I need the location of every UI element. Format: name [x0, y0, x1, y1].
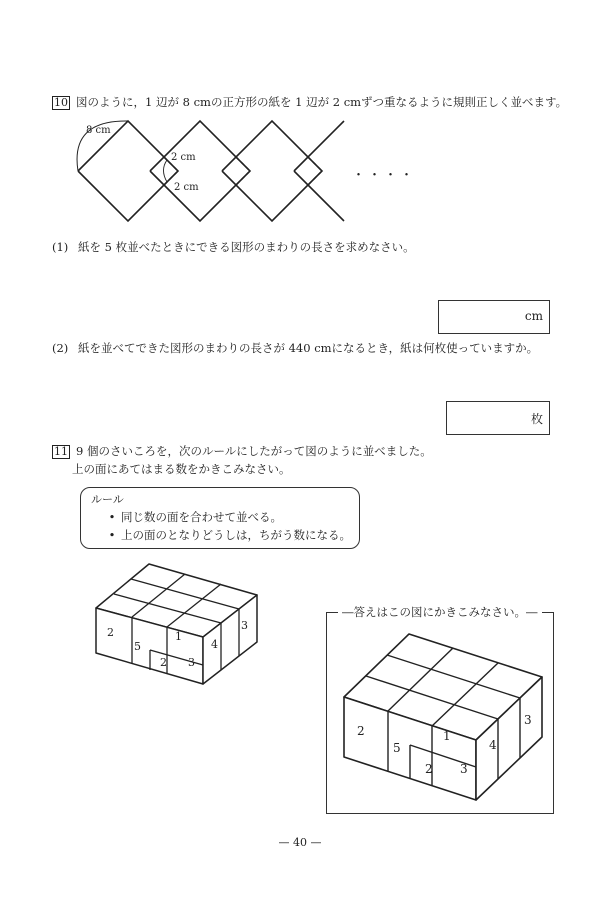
q10-part2-question: [52, 340, 538, 356]
rule-bullet: •: [108, 528, 116, 542]
q10-part1-text: 紙を 5 枚並べたときにできる図形のまわりの長さを求めなさい。: [77, 240, 415, 254]
square-4-lower-edge: [294, 171, 344, 221]
overlap-dash-3: [308, 157, 322, 185]
dice-figure-example: [90, 560, 270, 690]
rule-item-1: [103, 508, 282, 527]
die-left-number-2: 5: [134, 640, 141, 653]
die-left-number-1: 2: [107, 626, 114, 639]
q10-part1-question: [52, 239, 415, 255]
q10-heading: [52, 94, 567, 110]
answer-die-front-number-1: 1: [443, 729, 451, 743]
die-right-number-2: 3: [241, 619, 248, 632]
q11-heading: [52, 443, 432, 459]
rule-item-2-text: 上の面のとなりどうしは，ちがう数になる。: [121, 528, 351, 542]
answer-die-front-number-3: 3: [460, 762, 468, 776]
overlap-label-1: 2 cm: [171, 152, 196, 163]
q11-text-line2: 上の面にあてはまる数をかきこみなさい。: [72, 462, 291, 476]
die-right-number-1: 4: [211, 638, 218, 651]
answer-die-right-number-2: 3: [524, 713, 532, 727]
square-3: [222, 121, 322, 221]
die-front-number-1: 1: [175, 630, 182, 643]
square-1: [78, 121, 178, 221]
die-front-number-2: 2: [160, 656, 167, 669]
square-2: [150, 121, 250, 221]
answer-die-right-number-1: 4: [489, 738, 497, 752]
answer-die-left-number-2: 5: [393, 741, 401, 755]
q10-part2-unit: 枚: [530, 412, 543, 426]
q10-part2-answer-box[interactable]: [446, 401, 550, 435]
square-4-upper-edge: [294, 121, 344, 171]
side-label: 8 cm: [86, 125, 111, 136]
answer-frame-title-text: 答えはこの図にかきこみなさい。: [353, 605, 526, 619]
rule-item-2: [103, 526, 351, 545]
answer-die-front-number-2: 2: [425, 762, 433, 776]
die-front-number-3: 3: [188, 656, 195, 669]
q11-number: 11: [54, 445, 68, 458]
rule-box: [80, 487, 360, 549]
q10-part1-answer-box[interactable]: [438, 300, 550, 334]
q10-text: 図のように，1 辺が 8 cmの正方形の紙を 1 辺が 2 cmずつ重なるように規則正しく並べます。: [76, 95, 568, 109]
q10-part1-unit: cm: [524, 309, 543, 323]
ellipsis: ・・・・: [352, 168, 417, 183]
overlap-measure-arc: [164, 160, 168, 182]
answer-die-left-number-1: 2: [357, 724, 365, 738]
overlap-dash-2: [236, 157, 250, 185]
page-number: — 40 —: [278, 836, 322, 849]
rule-bullet: •: [108, 510, 116, 524]
overlap-label-2: 2 cm: [174, 182, 199, 193]
q10-number: 10: [54, 96, 68, 109]
dice-figure-answer[interactable]: [330, 620, 548, 808]
rule-item-1-text: 同じ数の面を合わせて並べる。: [121, 510, 282, 524]
q11-text-line1: 9 個のさいころを，次のルールにしたがって図のように並べました。: [76, 444, 432, 458]
q10-part2-text: 紙を並べてできた図形のまわりの長さが 440 cmになるとき，紙は何枚使っていますか。: [77, 341, 539, 355]
rule-title: ルール: [91, 493, 124, 506]
answer-frame-title: ―答えはこの図にかきこみなさい。―: [338, 604, 542, 620]
q10-part2-label: (2): [52, 341, 69, 355]
q10-part1-label: (1): [52, 240, 69, 254]
q10-squares-figure: [60, 112, 420, 232]
